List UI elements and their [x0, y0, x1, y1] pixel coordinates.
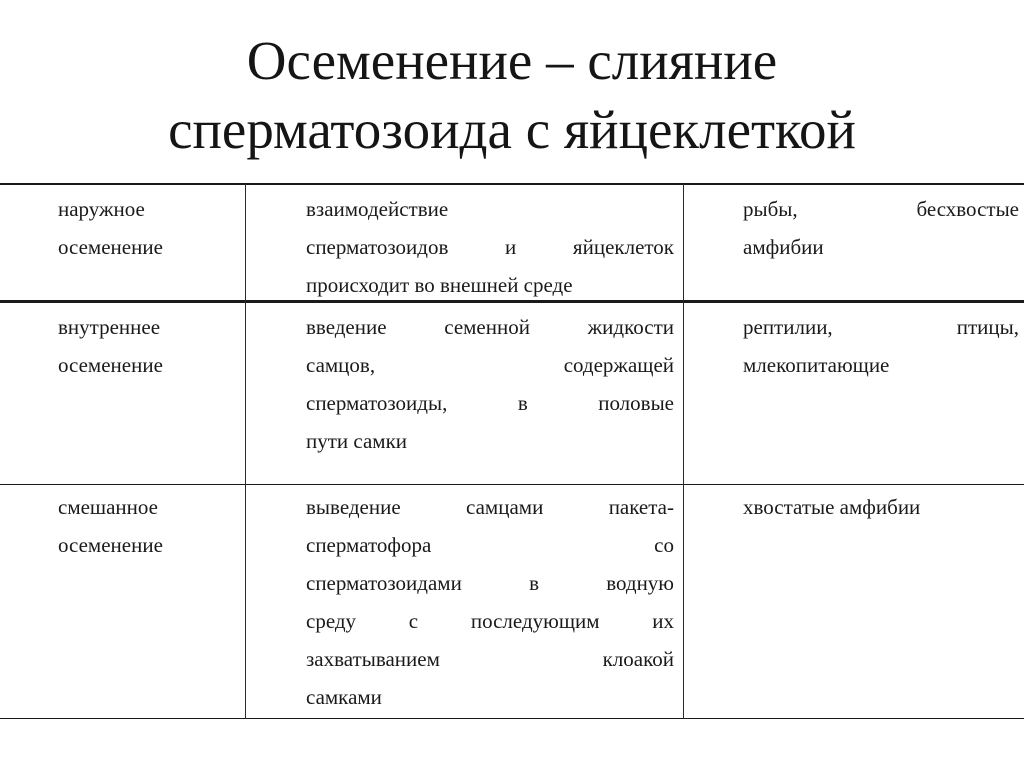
row-3-description-line-2: сперматофора со [306, 533, 674, 557]
table-row [58, 488, 238, 564]
row-2-description-line-3: сперматозоиды, в половые [306, 391, 674, 415]
row-2-description-line-1: введение семенной жидкости [306, 315, 674, 339]
column-divider-2 [683, 184, 684, 719]
row-3-description-line-3: сперматозоидами в водную [306, 571, 674, 595]
table-row [58, 308, 238, 384]
row-3-examples-line-1: хвостатые амфибии [743, 495, 921, 519]
row-3-description [306, 488, 674, 716]
slide-title [0, 26, 1024, 164]
title-line-1: Осеменение – слияние [246, 30, 778, 91]
row-3-description-line-5: захватыванием клоакой [306, 647, 674, 671]
row-divider-2 [0, 484, 1024, 485]
row-2-examples [743, 308, 1019, 384]
row-3-type-line-2: осеменение [58, 533, 163, 557]
row-3-description-line-6: самками [306, 685, 382, 709]
row-1-type-line-1: наружное [58, 197, 145, 221]
row-3-description-line-4: среду с последующим их [306, 609, 674, 633]
row-1-description-line-2: сперматозоидов и яйцеклеток [306, 235, 674, 259]
row-2-examples-line-2: млекопитающие [743, 353, 890, 377]
table-top-border [0, 183, 1024, 185]
row-2-description-line-2: самцов, содержащей [306, 353, 674, 377]
row-1-description-line-3: происходит во внешней среде [306, 273, 573, 297]
row-2-type-line-2: осеменение [58, 353, 163, 377]
row-1-examples-line-1: рыбы, бесхвостые [743, 197, 1019, 221]
row-1-examples-line-2: амфибии [743, 235, 824, 259]
row-2-description [306, 308, 674, 460]
table-bottom-border [0, 718, 1024, 719]
row-1-description [306, 190, 674, 304]
row-3-type-line-1: смешанное [58, 495, 158, 519]
row-2-description-line-4: пути самки [306, 429, 408, 453]
row-3-examples [743, 488, 1019, 526]
row-2-type-line-1: внутреннее [58, 315, 161, 339]
row-1-description-line-1: взаимодействие [306, 197, 449, 221]
row-2-examples-line-1: рептилии, птицы, [743, 315, 1019, 339]
row-1-examples [743, 190, 1019, 266]
table-row [58, 190, 238, 266]
column-divider-1 [245, 184, 246, 719]
row-3-description-line-1: выведение самцами пакета- [306, 495, 674, 519]
title-line-2: сперматозоида с яйцеклеткой [168, 99, 856, 160]
row-1-type-line-2: осеменение [58, 235, 163, 259]
